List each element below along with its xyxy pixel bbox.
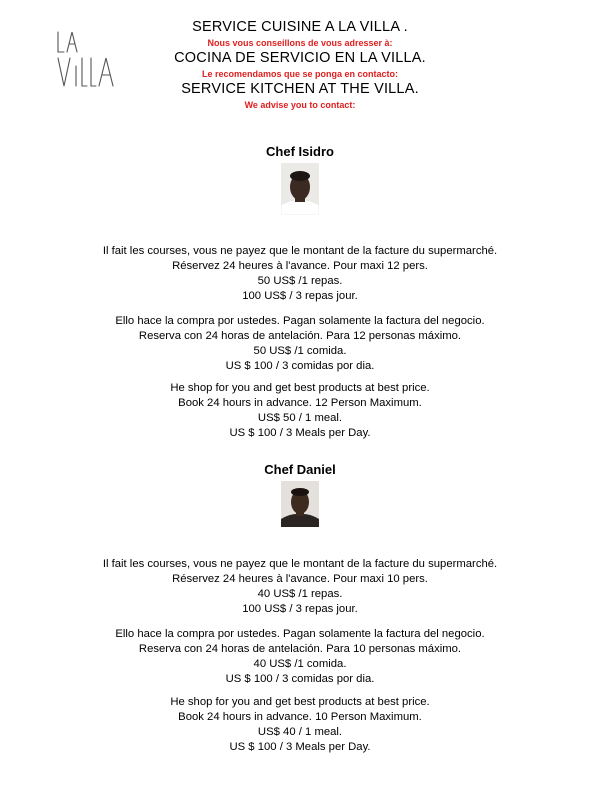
- text-line: US$ 50 / 1 meal.: [257, 412, 343, 424]
- header-subtitle-fr: Nous vous conseillons de vous adresser à:: [207, 38, 393, 48]
- header-subtitle-en: We advise you to contact:: [244, 100, 356, 110]
- text-line: Il fait les courses, vous ne payez que le montant de la facture du supermarché.: [102, 558, 498, 570]
- page-header: [0, 18, 600, 111]
- text-line: US$ 40 / 1 meal.: [257, 726, 343, 738]
- header-title-en: SERVICE KITCHEN AT THE VILLA.: [181, 81, 419, 97]
- text-line: He shop for you and get best products at best price.: [170, 382, 430, 394]
- text-line: US $ 100 / 3 Meals per Day.: [229, 427, 371, 439]
- text-line: Book 24 hours in advance. 10 Person Maximum.: [178, 711, 422, 723]
- text-line: He shop for you and get best products at best price.: [170, 696, 430, 708]
- text-line: US $ 100 / 3 Meals per Day.: [229, 741, 371, 753]
- text-line: Reserva con 24 horas de antelación. Para 10 personas máximo.: [138, 643, 462, 655]
- chef-portrait-icon: [281, 163, 319, 215]
- text-line: Il fait les courses, vous ne payez que le montant de la facture du supermarché.: [102, 245, 498, 257]
- chef-description-fr: [0, 244, 600, 304]
- text-line: 50 US$ /1 repas.: [257, 275, 343, 287]
- chef-name: Chef Isidro: [266, 144, 334, 159]
- header-title-fr: SERVICE CUISINE A LA VILLA .: [192, 19, 408, 35]
- text-line: US $ 100 / 3 comidas por dia.: [225, 673, 375, 685]
- text-line: US $ 100 / 3 comidas por dia.: [225, 360, 375, 372]
- chef-description-en: [0, 381, 600, 441]
- text-line: Ello hace la compra por ustedes. Pagan solamente la factura del negocio.: [115, 628, 485, 640]
- text-line: Reserva con 24 horas de antelación. Para 12 personas máximo.: [138, 330, 462, 342]
- chef-name: Chef Daniel: [264, 462, 336, 477]
- text-line: Réservez 24 heures à l'avance. Pour maxi 12 pers.: [172, 260, 428, 272]
- chef-description-es: [0, 627, 600, 687]
- text-line: 40 US$ /1 comida.: [253, 658, 347, 670]
- text-line: Réservez 24 heures à l'avance. Pour maxi 10 pers.: [172, 573, 428, 585]
- text-line: 50 US$ /1 comida.: [253, 345, 347, 357]
- header-subtitle-es: Le recomendamos que se ponga en contacto:: [201, 69, 399, 79]
- text-line: 40 US$ /1 repas.: [257, 588, 343, 600]
- text-line: Book 24 hours in advance. 12 Person Maximum.: [178, 397, 422, 409]
- chef-description-en: [0, 695, 600, 755]
- chef-description-fr: [0, 557, 600, 617]
- text-line: 100 US$ / 3 repas jour.: [242, 290, 358, 302]
- header-title-es: COCINA DE SERVICIO EN LA VILLA.: [174, 50, 426, 66]
- text-line: Ello hace la compra por ustedes. Pagan solamente la factura del negocio.: [115, 315, 485, 327]
- chef-portrait-icon: [281, 481, 319, 527]
- text-line: 100 US$ / 3 repas jour.: [242, 603, 358, 615]
- chef-description-es: [0, 314, 600, 374]
